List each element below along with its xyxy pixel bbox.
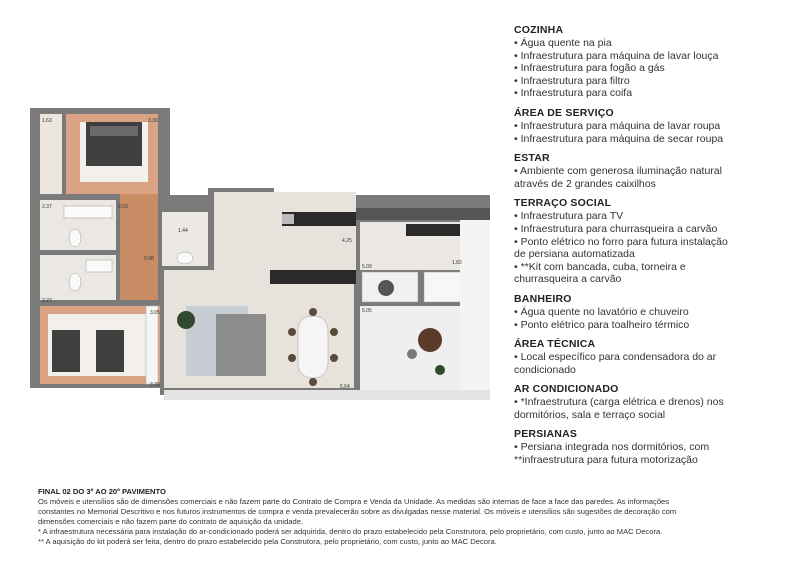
twin-bed-2 xyxy=(96,330,124,372)
dim-label: 3.05 xyxy=(150,310,160,316)
footnote-line: constantes no Memorial Descritivo e nos futuros instrumentos de compra e venda prevalecerão sobre as divulgadas nesse material. Os móveis e utensílios são sugestões de decoração com xyxy=(38,507,677,516)
master-bedroom xyxy=(40,114,62,194)
feature-item: • Infraestrutura para máquina de lavar roupa xyxy=(514,119,721,132)
feature-item: • Local específico para condensadora do ar xyxy=(514,351,717,364)
sofa xyxy=(216,314,266,376)
feature-section xyxy=(514,338,789,376)
footnotes xyxy=(38,487,778,547)
dim-label: 3.30 xyxy=(148,118,158,124)
feature-section-title: ESTAR xyxy=(514,152,550,165)
feature-item: dormitórios, sala e terraço social xyxy=(514,408,666,421)
kitchen-island xyxy=(270,270,356,284)
dim-label: 3.39 xyxy=(150,382,160,388)
dim-label: 3.03 xyxy=(118,204,128,210)
feature-item: através de 2 grandes caixilhos xyxy=(514,177,656,190)
feature-section xyxy=(514,383,789,421)
feature-item: **infraestrutura para futura motorização xyxy=(514,454,698,467)
dim-label: 0.98 xyxy=(144,256,154,262)
feature-section xyxy=(514,24,789,100)
feature-item: • Água quente no lavatório e chuveiro xyxy=(514,305,689,318)
dim-label: 5.09 xyxy=(362,264,372,270)
feature-item: • Infraestrutura para TV xyxy=(514,210,624,223)
feature-section xyxy=(514,293,789,331)
terrace-table xyxy=(418,328,442,352)
feature-item: • *Infraestrutura (carga elétrica e drenos) nos xyxy=(514,396,724,409)
feature-item: • Persiana integrada nos dormitórios, com xyxy=(514,441,710,454)
feature-section-title: AR CONDICIONADO xyxy=(514,383,619,396)
feature-item: • Água quente na pia xyxy=(514,37,612,49)
feature-item: • Infraestrutura para coifa xyxy=(514,87,633,100)
floor-plan xyxy=(20,100,495,420)
feature-section-title: TERRAÇO SOCIAL xyxy=(514,197,612,210)
kitchen xyxy=(214,192,356,272)
feature-section-title: COZINHA xyxy=(514,24,564,36)
feature-section-title: PERSIANAS xyxy=(514,428,578,441)
dim-label: 1.44 xyxy=(178,228,188,234)
feature-section-title: ÁREA TÉCNICA xyxy=(514,338,596,351)
plant xyxy=(177,311,195,329)
dim-label: 1.82 xyxy=(452,260,462,266)
footnote-line: Os móveis e utensílios são de dimensões comerciais e não fazem parte do Contrato de Compra e Venda da Unidade. As medidas são internas de face a face das paredes. As informações xyxy=(38,497,670,506)
floor-info-title: FINAL 02 DO 3º AO 20º PAVIMENTO xyxy=(38,487,166,496)
feature-section-title: ÁREA DE SERVIÇO xyxy=(514,106,614,119)
feature-item: • Infraestrutura para filtro xyxy=(514,74,630,87)
dim-label: 5.05 xyxy=(362,308,372,314)
dim-label: 2.27 xyxy=(42,298,52,304)
feature-item: • **Kit com bancada, cuba, torneira e xyxy=(514,260,686,273)
footnote-line: dimensões comerciais e não fazem parte do contrato de aquisição da unidade. xyxy=(38,517,304,526)
feature-item: • Infraestrutura para máquina de lavar louça xyxy=(514,49,719,62)
dim-label: 2.37 xyxy=(42,204,52,210)
dim-label: 1.63 xyxy=(42,118,52,124)
dim-label: 4.25 xyxy=(342,238,352,244)
dining-table xyxy=(298,316,328,378)
feature-item: • Ponto elétrico no forro para futura instalação xyxy=(514,235,728,248)
feature-item: churrasqueira a carvão xyxy=(514,273,622,286)
feature-item: condicionado xyxy=(514,363,576,376)
twin-bed-1 xyxy=(52,330,80,372)
feature-section xyxy=(514,197,789,286)
feature-item: • Infraestrutura para fogão a gás xyxy=(514,62,665,75)
feature-section xyxy=(514,107,789,145)
feature-item: • Infraestrutura para churrasqueira a carvão xyxy=(514,222,718,235)
footnote-line: * A infraestrutura necessária para instalação do ar-condicionado poderá ser adquirida, dentro do prazo estabelecido pela Construtora, pelo proprietário, com custo, junto ao MAC Decora. xyxy=(38,527,663,536)
feature-item: • Ambiente com generosa iluminação natural xyxy=(514,165,722,178)
feature-item: • Ponto elétrico para toalheiro térmico xyxy=(514,318,690,331)
feature-item: de persiana automatizada xyxy=(514,248,635,261)
feature-item: • Infraestrutura para máquina de secar roupa xyxy=(514,132,724,145)
feature-section-title: BANHEIRO xyxy=(514,292,572,305)
feature-section xyxy=(514,152,789,190)
feature-section xyxy=(514,428,789,466)
features-list xyxy=(514,24,789,474)
dim-label: 5.64 xyxy=(340,384,350,390)
terrace xyxy=(360,306,464,390)
footnote-line: ** A aquisição do kit poderá ser feita, dentro do prazo estabelecido pela Construtora, pelo proprietário, com custo, junto ao MAC Decora. xyxy=(38,537,497,546)
